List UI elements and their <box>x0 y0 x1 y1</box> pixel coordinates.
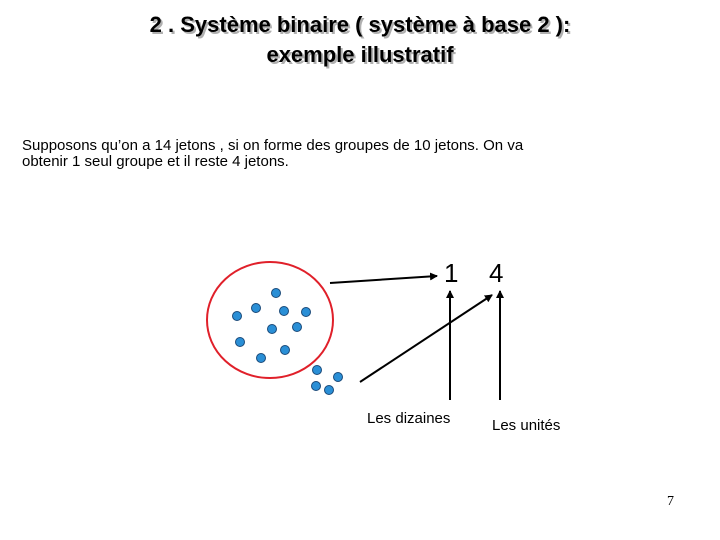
arrow-diagonal-to-units <box>360 295 492 382</box>
explanation-line-1: Supposons qu’on a 14 jetons , si on forme des groupes de 10 jetons. On va <box>22 137 524 154</box>
arrow-group-to-tens <box>330 276 437 283</box>
grouped-token <box>293 323 302 332</box>
grouped-token <box>268 325 277 334</box>
remaining-token <box>325 386 334 395</box>
units-digit: 4 <box>489 258 504 288</box>
grouped-token <box>252 304 261 313</box>
grouped-token <box>280 307 289 316</box>
remaining-token <box>334 373 343 382</box>
grouped-token <box>257 354 266 363</box>
tens-label: Les dizaines <box>367 410 451 427</box>
remaining-token <box>312 382 321 391</box>
tens-digit: 1 <box>444 258 459 288</box>
explanation-line-2: obtenir 1 seul groupe et il reste 4 jetons. <box>22 153 289 170</box>
group-of-ten-circle <box>207 262 333 378</box>
grouped-token <box>272 289 281 298</box>
grouped-token <box>233 312 242 321</box>
page-number: 7 <box>667 494 674 509</box>
tokens <box>233 289 343 395</box>
grouped-token <box>302 308 311 317</box>
units-label: Les unités <box>492 417 561 434</box>
remaining-token <box>313 366 322 375</box>
slide-title-line-1: 2 . Système binaire ( système à base 2 ): <box>149 12 571 37</box>
grouped-token <box>281 346 290 355</box>
grouped-token <box>236 338 245 347</box>
slide-title-line-2: exemple illustratif <box>266 42 454 67</box>
